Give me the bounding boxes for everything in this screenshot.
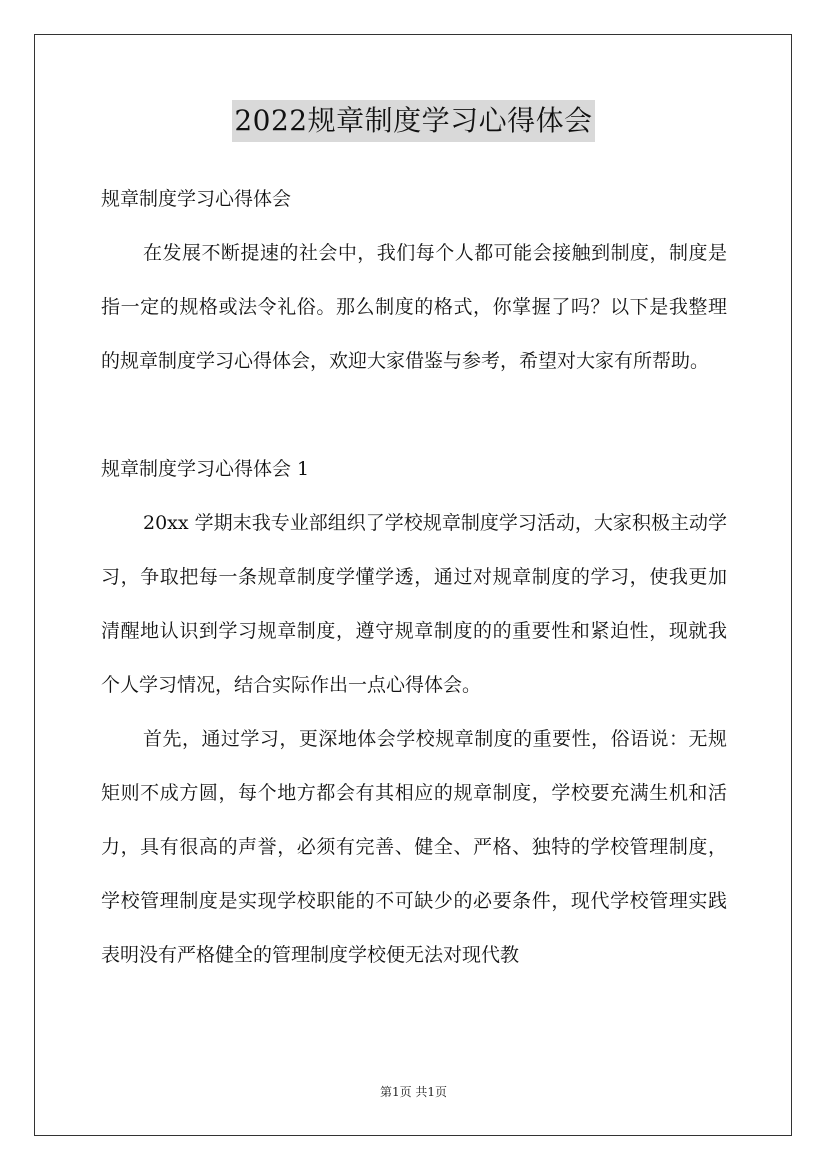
section-heading-1: 规章制度学习心得体会 1 [101, 458, 310, 480]
page-footer [0, 1082, 827, 1102]
body-paragraph-1: 20xx 学期末我专业部组织了学校规章制度学习活动，大家积极主动学习，争取把每一条规章制度学懂学透，通过对规章制度的学习，使我更加清醒地认识到学习规章制度，遵守规章制度的的重要性和紧迫性，现就我个人学习情况，结合实际作出一点心得体会。 [101, 512, 727, 696]
section-spacer [101, 388, 727, 442]
document-title: 2022规章制度学习心得体会 [232, 100, 594, 142]
section-heading-main: 规章制度学习心得体会 [101, 188, 292, 210]
page-number-label: 第1页 共1页 [379, 1085, 448, 1099]
body-paragraph-2: 首先，通过学习，更深地体会学校规章制度的重要性，俗语说：无规矩则不成方圆，每个地方都会有其相应的规章制度，学校要充满生机和活力，具有很高的声誉，必须有完善、健全、严格、独特的学校管理制度，学校管理制度是实现学校职能的不可缺少的必要条件，现代学校管理实践表明没有严格健全的管理制度学校便无法对现代教 [101, 728, 727, 966]
document-body [101, 172, 727, 982]
intro-paragraph: 在发展不断提速的社会中，我们每个人都可能会接触到制度，制度是指一定的规格或法令礼俗。那么制度的格式，你掌握了吗？以下是我整理的规章制度学习心得体会，欢迎大家借鉴与参考，希望对大家有所帮助。 [101, 242, 727, 372]
title-container [0, 100, 827, 142]
